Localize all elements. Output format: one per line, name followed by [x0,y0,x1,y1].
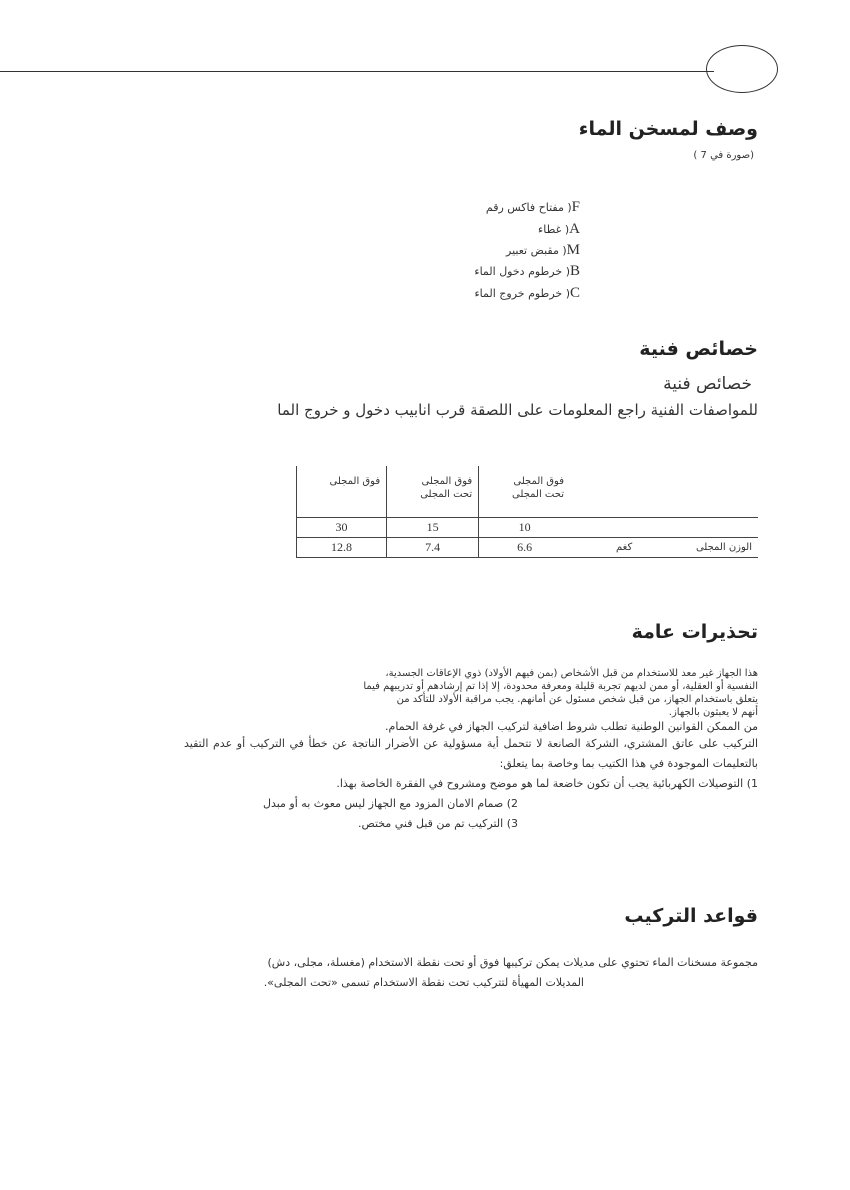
part-item-b: B( خرطوم دخول الماء [474,263,580,279]
weight-unit: كغم [616,542,633,553]
spec-header-col2: فوق المجلى تحت المجلى [387,466,479,518]
spec-table-header-row [297,466,759,518]
spec-cell: 6.6 [479,538,570,558]
figure-reference: (صورة في 7 ) [693,150,754,161]
spec-table-row [297,518,759,538]
spec-cell: 10 [479,518,570,538]
spec-cell: 12.8 [297,538,387,558]
spec-header-col3: فوق المجلى [297,466,387,518]
specs-note: للمواصفات الفنية راجع المعلومات على اللصقة قرب انابيب دخول و خروج الما [277,401,758,419]
section-title-description: وصف لمسخن الماء [578,118,758,140]
spec-cell-label [570,538,758,558]
part-item-m: M( مقبض تعبير [506,242,580,258]
installation-para-2: المديلات المهيأة لتتركيب تحت نقطة الاستخدام تسمى «تحت المجلى». [263,976,584,989]
spec-cell: 15 [387,518,479,538]
section-title-specs: خصائص فنية [639,338,758,360]
warning-item-3: 3) التركيب تم من قبل فني مختص. [357,817,518,830]
weight-label: الوزن المجلى [695,542,752,553]
spec-header-label [570,466,758,518]
warning-para-2: من الممكن القوانين الوطنية تطلب شروط اضافية لتركيب الجهاز في غرفة الحمام. [385,720,758,733]
spec-header-col1: فوق المجلى تحت المجلى [479,466,570,518]
warning-item-1: 1) التوصيلات الكهربائية يجب أن تكون خاضعة لما هو موضح ومشروح في الفقرة الخاصة بهذا. [336,777,758,790]
section-subtitle-specs: خصائص فنية [663,374,752,394]
warning-para-3: التركيب على عاتق المشتري، الشركة الصانعة لا تتحمل أية مسؤولية عن الأضرار الناتجة عن خطأ في التركيب أو عدم التقيد بالتعليمات الموجودة في هذا الكتيب بما وخاصة بما يتعلق: [184,737,758,770]
spec-cell-label [570,518,758,538]
part-item-c: C( خرطوم خروج الماء [474,285,580,301]
header-rule [0,71,714,72]
part-item-a: A( غطاء [538,221,580,237]
part-item-f: F( مفتاح فاكس رقم [485,199,580,215]
section-title-installation: قواعد التركيب [624,905,758,927]
page-number-oval [706,45,778,93]
spec-table-row [297,538,759,558]
warning-para-1: هذا الجهاز غير معد للاستخدام من قبل الأشخاص (بمن فيهم الأولاد) ذوي الإعاقات الجسدية، النفسية أو العقلية، أو ممن لديهم تجربة قليلة ومعرفة محدودة، إلا إذا تم إرشادهم أو تدريبهم فيما يتعلق باستخدام الجهاز، من قبل شخص مسئول عن أمانهم. يجب مراقبة الأولاد للتأكد من أنهم لا يعبثون بالجهاز. [363,668,758,718]
spec-cell: 7.4 [387,538,479,558]
installation-body [184,953,758,993]
warning-item-2: 2) صمام الامان المزود مع الجهاز ليس معوث به أو مبدل [262,797,518,810]
installation-para-1: مجموعة مسخنات الماء تحتوي على مديلات يمكن تركيبها فوق أو تحت نقطة الاستخدام (مغسلة، مجلى، دش) [267,956,758,969]
warnings-body [184,667,758,834]
section-title-warnings: تحذيرات عامة [631,621,758,643]
spec-cell: 30 [297,518,387,538]
spec-table [296,466,758,558]
